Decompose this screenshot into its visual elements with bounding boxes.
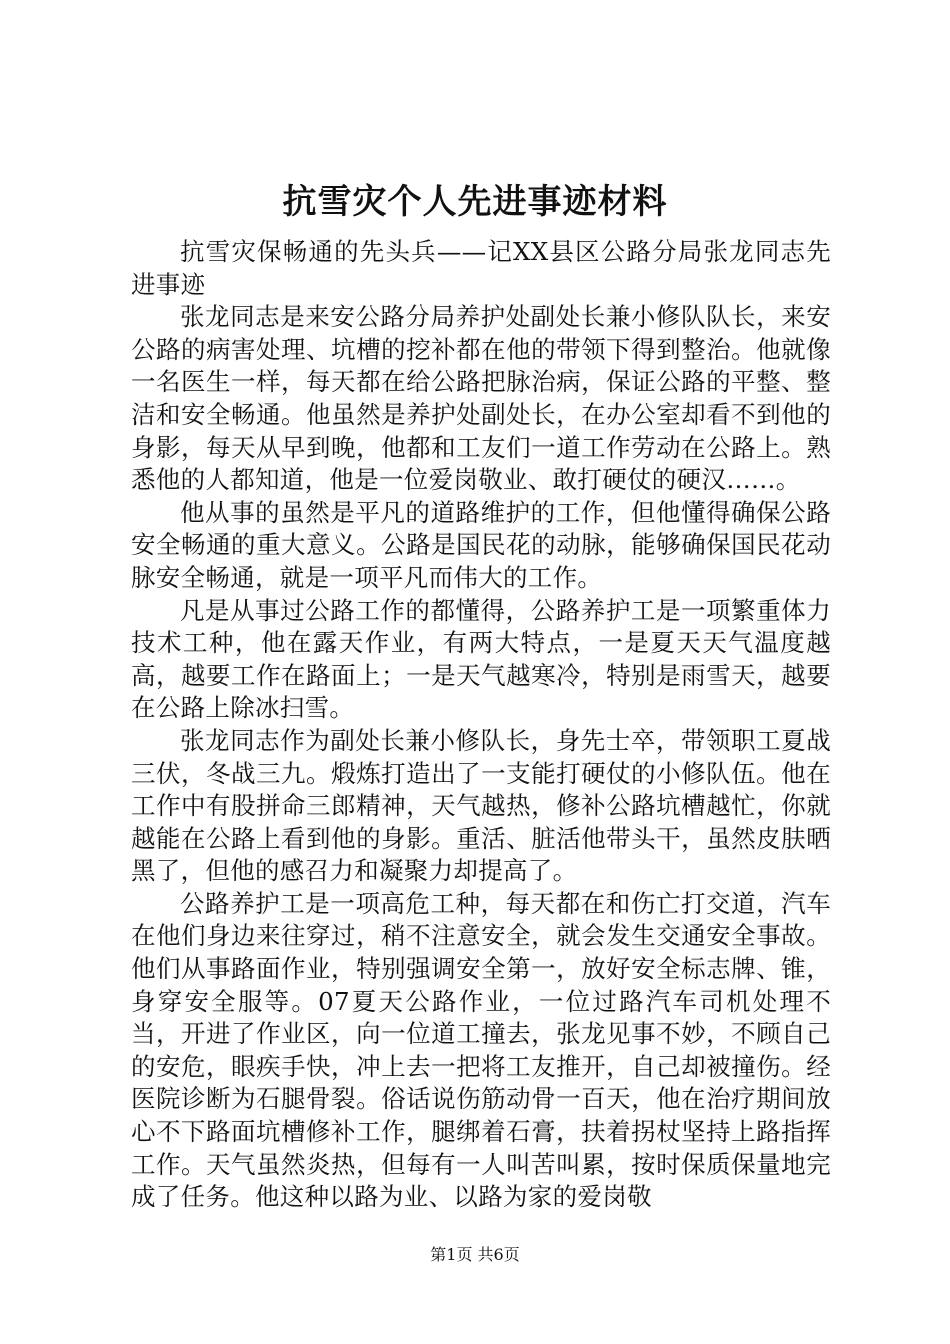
paragraph-5: 公路养护工是一项高危工种，每天都在和伤亡打交道，汽车在他们身边来往穿过，稍不注意安全，就会发生交通安全事故。他们从事路面作业，特别强调安全第一，放好安全标志牌、锥，身穿安全服等。07夏天公路作业，一位过路汽车司机处理不当，开进了作业区，向一位道工撞去，张龙见事不妙，不顾自己的安危，眼疾手快，冲上去一把将工友推开，自己却被撞伤。经医院诊断为石腿骨裂。俗话说伤筋动骨一百天，他在治疗期间放心不下路面坑槽修补工作，腿绑着石膏，扶着拐杖坚持上路指挥工作。天气虽然炎热，但每有一人叫苦叫累，按时保质保量地完成了任务。他这种以路为业、以路为家的爱岗敬 [131, 888, 831, 1212]
paragraph-1: 张龙同志是来安公路分局养护处副处长兼小修队队长，来安公路的病害处理、坑槽的挖补都在他的带领下得到整治。他就像一名医生一样，每天都在给公路把脉治病，保证公路的平整、整洁和安全畅通。他虽然是养护处副处长，在办公室却看不到他的身影，每天从早到晚，他都和工友们一道工作劳动在公路上。熟悉他的人都知道，他是一位爱岗敬业、敢打硬仗的硬汉……。 [131, 302, 831, 495]
paragraph-2: 他从事的虽然是平凡的道路维护的工作，但他懂得确保公路安全畅通的重大意义。公路是国民花的动脉，能够确保国民花动脉安全畅通，就是一项平凡而伟大的工作。 [131, 497, 831, 592]
page-footer [0, 1244, 950, 1266]
paragraph-4: 张龙同志作为副处长兼小修队长，身先士卒，带领职工夏战三伏，冬战三九。煅炼打造出了一支能打硬仗的小修队伍。他在工作中有股拼命三郎精神，天气越热，修补公路坑槽越忙，你就越能在公路上看到他的身影。重活、脏活他带头干，虽然皮肤晒黑了，但他的感召力和凝聚力却提高了。 [131, 725, 831, 886]
paragraph-3: 凡是从事过公路工作的都懂得，公路养护工是一项繁重体力技术工种，他在露天作业，有两大特点，一是夏天天气温度越高，越要工作在路面上；一是天气越寒冷，特别是雨雪天，越要在公路上除冰扫雪。 [131, 595, 831, 723]
page-number: 第1页 共6页 [430, 1245, 520, 1264]
paragraph-subtitle: 抗雪灾保畅通的先头兵——记XX县区公路分局张龙同志先进事迹 [131, 237, 831, 299]
document-body [131, 236, 831, 1214]
document-title: 抗雪灾个人先进事迹材料 [282, 182, 668, 222]
